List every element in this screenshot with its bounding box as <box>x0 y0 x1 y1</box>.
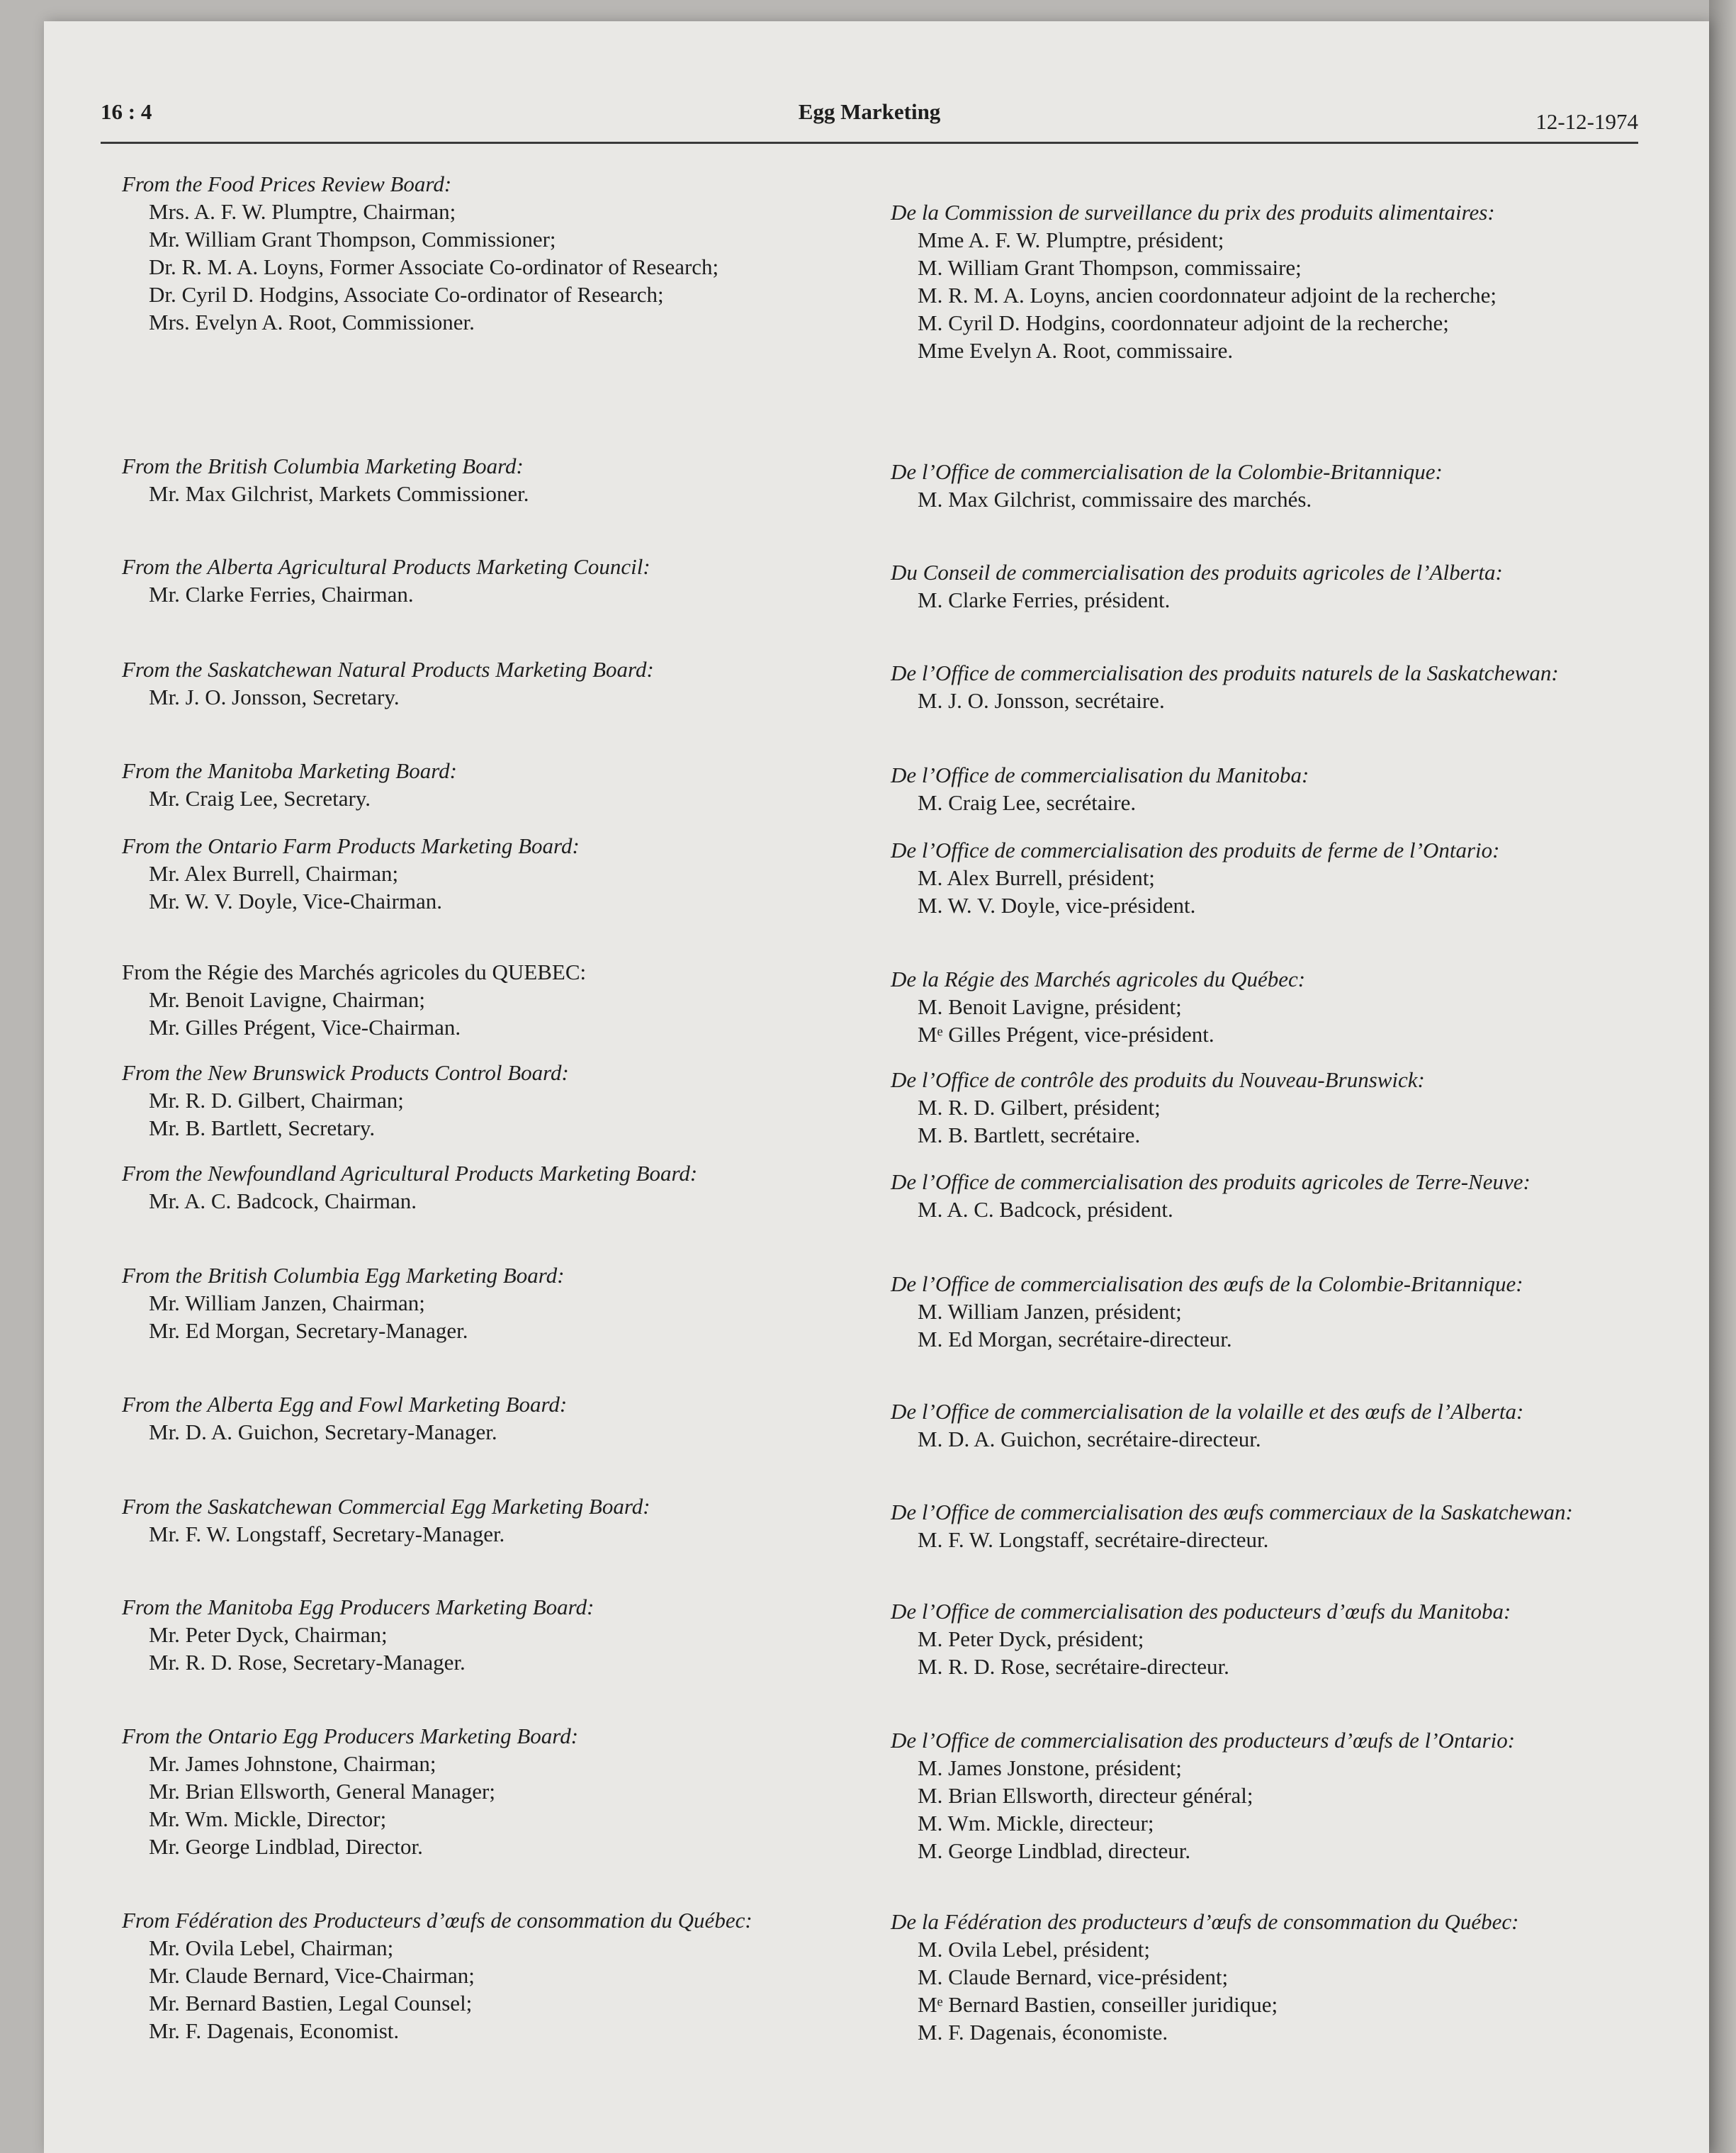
organization-heading: From the Manitoba Egg Producers Marketing Board: <box>122 1595 594 1619</box>
witness-name: M. F. W. Longstaff, secrétaire-directeur. <box>918 1527 1269 1552</box>
organization-heading: De l’Office de commercialisation de la Colombie-Britannique: <box>891 459 1443 484</box>
witness-name: M. Brian Ellsworth, directeur général; <box>918 1783 1253 1808</box>
witness-entry <box>891 1597 1642 1680</box>
witness-name: M. F. Dagenais, économiste. <box>918 2020 1168 2045</box>
witness-entry <box>122 452 860 507</box>
organization-heading: De la Commission de surveillance du prix des produits alimentaires: <box>891 200 1495 225</box>
organization-heading: De l’Office de commercialisation des produits de ferme de l’Ontario: <box>891 838 1500 862</box>
witness-name: Mr. Ovila Lebel, Chairman; <box>149 1935 394 1960</box>
witness-entry <box>122 656 860 711</box>
witness-name: M. R. M. A. Loyns, ancien coordonnateur adjoint de la recherche; <box>918 283 1497 308</box>
witness-entry <box>891 1168 1642 1223</box>
organization-heading: De la Régie des Marchés agricoles du Québec: <box>891 967 1306 991</box>
witness-name: Mr. Bernard Bastien, Legal Counsel; <box>149 1991 473 2016</box>
witness-name: Mr. Alex Burrell, Chairman; <box>149 861 399 886</box>
witness-name: Mr. B. Bartlett, Secretary. <box>149 1115 376 1140</box>
organization-heading: From the Newfoundland Agricultural Products Marketing Board: <box>122 1161 698 1186</box>
witness-entry <box>891 761 1642 816</box>
witness-name: M. William Janzen, président; <box>918 1299 1182 1324</box>
witness-name: Dr. R. M. A. Loyns, Former Associate Co-ordinator of Research; <box>149 254 719 279</box>
organization-heading: De l’Office de commercialisation des produits agricoles de Terre-Neuve: <box>891 1169 1531 1194</box>
witness-name: Mᵉ Bernard Bastien, conseiller juridique; <box>918 1992 1278 2017</box>
witness-name: M. Benoit Lavigne, président; <box>918 994 1182 1019</box>
witness-entry <box>122 1059 860 1142</box>
issue-date: 12-12-1974 <box>1535 109 1638 134</box>
witness-entry <box>122 553 860 608</box>
page-number: 16 : 4 <box>101 99 152 124</box>
witness-entry <box>891 458 1642 513</box>
witness-name: M. Wm. Mickle, directeur; <box>918 1811 1154 1836</box>
organization-heading: De l’Office de commercialisation des produits naturels de la Saskatchewan: <box>891 660 1559 685</box>
witness-entry <box>891 659 1642 714</box>
witness-name: Mr. Ed Morgan, Secretary-Manager. <box>149 1318 468 1343</box>
witness-name: Mr. Wm. Mickle, Director; <box>149 1806 387 1831</box>
page-edge-shadow <box>1709 0 1736 2153</box>
witness-name: Mr. J. O. Jonsson, Secretary. <box>149 685 400 709</box>
witness-entry <box>891 1726 1642 1865</box>
organization-heading: From the Saskatchewan Commercial Egg Marketing Board: <box>122 1494 650 1519</box>
organization-heading: From the New Brunswick Products Control Board: <box>122 1060 569 1085</box>
organization-heading: From Fédération des Producteurs d’œufs de consommation du Québec: <box>122 1908 753 1933</box>
witness-name: Mr. F. Dagenais, Economist. <box>149 2018 400 2043</box>
witness-entry <box>122 1493 860 1548</box>
organization-heading: De la Fédération des producteurs d’œufs de consommation du Québec: <box>891 1909 1519 1934</box>
witness-name: Mr. George Lindblad, Director. <box>149 1834 423 1859</box>
witness-name: Mme A. F. W. Plumptre, président; <box>918 227 1224 252</box>
witness-name: M. Alex Burrell, président; <box>918 865 1155 890</box>
witness-name: Dr. Cyril D. Hodgins, Associate Co-ordinator of Research; <box>149 282 664 307</box>
organization-heading: De l’Office de commercialisation des œufs commerciaux de la Saskatchewan: <box>891 1500 1573 1524</box>
witness-name: M. Cyril D. Hodgins, coordonnateur adjoint de la recherche; <box>918 310 1449 335</box>
page-header <box>101 85 1638 144</box>
organization-heading: From the Régie des Marchés agricoles du QUEBEC: <box>122 960 587 984</box>
organization-heading: De l’Office de commercialisation des poducteurs d’œufs du Manitoba: <box>891 1599 1511 1624</box>
organization-heading: From the Ontario Farm Products Marketing Board: <box>122 833 580 858</box>
organization-heading: From the Alberta Agricultural Products Marketing Council: <box>122 554 650 579</box>
witness-name: Mr. F. W. Longstaff, Secretary-Manager. <box>149 1522 505 1546</box>
witness-name: Mr. Benoit Lavigne, Chairman; <box>149 987 426 1012</box>
witness-name: Mrs. A. F. W. Plumptre, Chairman; <box>149 199 456 224</box>
witness-name: M. Peter Dyck, président; <box>918 1626 1144 1651</box>
witness-entry <box>891 1498 1642 1553</box>
witness-name: M. A. C. Badcock, président. <box>918 1197 1173 1222</box>
witness-name: Mr. W. V. Doyle, Vice-Chairman. <box>149 889 443 914</box>
organization-heading: Du Conseil de commercialisation des produits agricoles de l’Alberta: <box>891 560 1503 585</box>
witness-name: M. J. O. Jonsson, secrétaire. <box>918 688 1165 713</box>
witness-entry <box>122 958 860 1041</box>
organization-heading: From the Ontario Egg Producers Marketing Board: <box>122 1724 579 1748</box>
witness-name: Mr. James Johnstone, Chairman; <box>149 1751 436 1776</box>
witness-name: M. Craig Lee, secrétaire. <box>918 790 1137 815</box>
organization-heading: From the Alberta Egg and Fowl Marketing Board: <box>122 1392 568 1417</box>
witness-entry <box>122 1906 860 2045</box>
document-page <box>44 21 1709 2153</box>
witness-name: Mrs. Evelyn A. Root, Commissioner. <box>149 310 475 335</box>
witness-entry <box>891 1908 1642 2046</box>
witness-entry <box>122 1261 860 1344</box>
witness-name: M. R. D. Rose, secrétaire-directeur. <box>918 1654 1229 1679</box>
witness-name: Mr. William Janzen, Chairman; <box>149 1291 425 1315</box>
witness-name: M. B. Bartlett, secrétaire. <box>918 1123 1141 1147</box>
organization-heading: De l’Office de commercialisation de la volaille et des œufs de l’Alberta: <box>891 1399 1524 1424</box>
witness-name: M. Max Gilchrist, commissaire des marchés. <box>918 487 1312 512</box>
witness-entry <box>122 757 860 812</box>
witness-entry <box>122 1593 860 1676</box>
witness-name: Mr. William Grant Thompson, Commissioner; <box>149 227 556 252</box>
witness-name: Mr. Brian Ellsworth, General Manager; <box>149 1779 495 1804</box>
witness-entry <box>122 1722 860 1860</box>
witness-entry <box>122 170 860 336</box>
witness-name: Mr. Clarke Ferries, Chairman. <box>149 582 414 607</box>
witness-name: Mr. R. D. Rose, Secretary-Manager. <box>149 1650 466 1675</box>
witness-name: M. William Grant Thompson, commissaire; <box>918 255 1302 280</box>
witness-name: Mr. Peter Dyck, Chairman; <box>149 1622 388 1647</box>
witness-entry <box>891 198 1642 364</box>
witness-name: M. George Lindblad, directeur. <box>918 1838 1191 1863</box>
witness-name: M. Ed Morgan, secrétaire-directeur. <box>918 1327 1232 1351</box>
witness-name: Mr. R. D. Gilbert, Chairman; <box>149 1088 404 1113</box>
organization-heading: From the British Columbia Egg Marketing Board: <box>122 1263 565 1288</box>
witness-entry <box>891 1066 1642 1149</box>
organization-heading: From the Saskatchewan Natural Products Marketing Board: <box>122 657 654 682</box>
witness-name: Mr. D. A. Guichon, Secretary-Manager. <box>149 1420 497 1444</box>
witness-entry <box>122 1390 860 1446</box>
witness-entry <box>122 1159 860 1215</box>
witness-name: Mr. Craig Lee, Secretary. <box>149 786 371 811</box>
witness-name: Mme Evelyn A. Root, commissaire. <box>918 338 1234 363</box>
organization-heading: De l’Office de commercialisation des producteurs d’œufs de l’Ontario: <box>891 1728 1516 1753</box>
witness-entry <box>891 1398 1642 1453</box>
organization-heading: De l’Office de contrôle des produits du Nouveau-Brunswick: <box>891 1067 1425 1092</box>
organization-heading: De l’Office de commercialisation du Manitoba: <box>891 763 1309 787</box>
witness-name: M. R. D. Gilbert, président; <box>918 1095 1161 1120</box>
witness-name: M. Claude Bernard, vice-président; <box>918 1964 1229 1989</box>
running-title: Egg Marketing <box>798 99 941 124</box>
witness-entry <box>891 558 1642 614</box>
witness-name: Mr. Claude Bernard, Vice-Chairman; <box>149 1963 475 1988</box>
organization-heading: De l’Office de commercialisation des œufs de la Colombie-Britannique: <box>891 1271 1523 1296</box>
witness-entry <box>122 832 860 915</box>
witness-name: M. Clarke Ferries, président. <box>918 588 1171 612</box>
witness-name: M. W. V. Doyle, vice-président. <box>918 893 1196 918</box>
witness-name: M. James Jonstone, président; <box>918 1755 1182 1780</box>
witness-entry <box>891 965 1642 1048</box>
witness-entry <box>891 1270 1642 1353</box>
witness-entry <box>891 836 1642 919</box>
witness-name: Mᵉ Gilles Prégent, vice-président. <box>918 1022 1214 1047</box>
witness-name: M. D. A. Guichon, secrétaire-directeur. <box>918 1427 1261 1451</box>
organization-heading: From the British Columbia Marketing Board: <box>122 454 524 478</box>
witness-name: M. Ovila Lebel, président; <box>918 1937 1150 1962</box>
witness-name: Mr. Gilles Prégent, Vice-Chairman. <box>149 1015 461 1040</box>
witness-name: Mr. A. C. Badcock, Chairman. <box>149 1188 417 1213</box>
witness-name: Mr. Max Gilchrist, Markets Commissioner. <box>149 481 529 506</box>
organization-heading: From the Manitoba Marketing Board: <box>122 758 457 783</box>
organization-heading: From the Food Prices Review Board: <box>122 172 452 196</box>
